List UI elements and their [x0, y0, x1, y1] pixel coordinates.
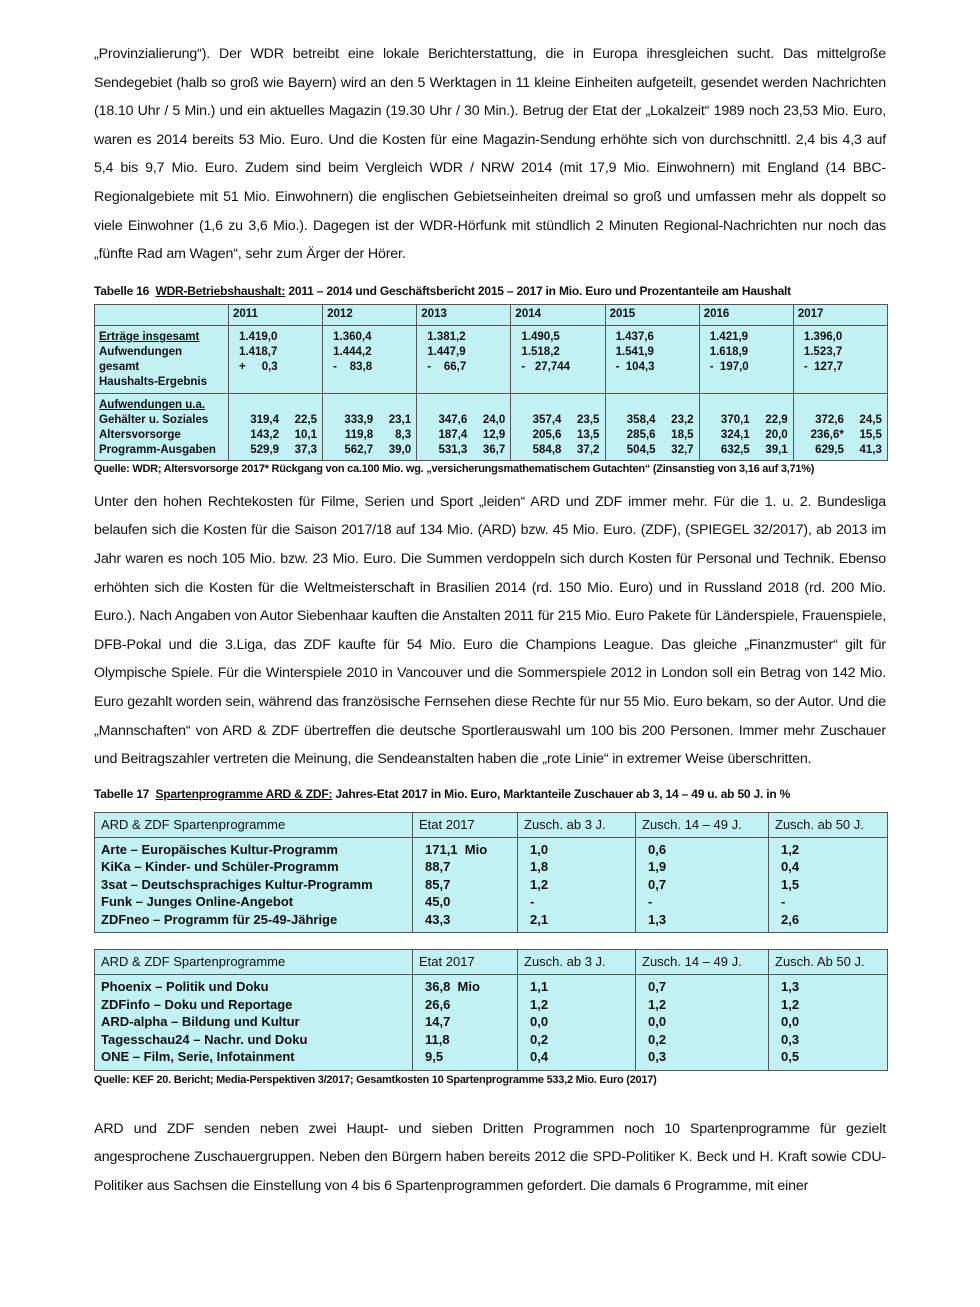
group2-value-row [327, 413, 412, 428]
program-value: 1,5 [781, 876, 800, 892]
amount: 324,1 [720, 428, 750, 441]
column-header: Zusch. ab 3 J. [518, 812, 636, 837]
table-sparten-block1 [94, 812, 888, 934]
amount: 205,6 [532, 428, 562, 441]
program-name: Phoenix – Politik und Doku [101, 979, 269, 995]
program-name: 3sat – Deutschsprachiges Kultur-Programm [101, 876, 373, 892]
amount: 347,6 [438, 413, 468, 426]
percent: 23,1 [388, 413, 412, 426]
label-aufwendungen: Aufwendungen gesamt [99, 345, 183, 373]
group1-cell-2014 [511, 325, 605, 393]
group1-value: 1.360,4 [333, 330, 372, 343]
program-value: 0,6 [648, 841, 667, 857]
paragraph-rechtekosten: Unter den hohen Rechtekosten für Filme, Serien und Sport „leiden“ ARD und ZDF immer mehr. Für die 1. u. 2. Bundesliga belaufen sich die Kosten für die Saison 2017/18 auf 134 Mio. (ARD) bzw. 45 Mio. Euro. (ZDF), (SPIEGEL 32/2017), ab 2013 im Jahr waren es noch 105 Mio. bzw. 23 Mio. Euro. Die Summen verdoppeln sich durch Kosten für Personal und Technik. Ebenso erhöhten sich die Kosten für die Weltmeisterschaft in Brasilien 2014 (rd. 150 Mio. Euro) und in Russland 2018 (rd. 200 Mio. Euro.). Nach Angaben von Autor Siebenhaar kauften die Anstalten 2011 für 215 Mio. Euro Pakete für Länderspiele, Frauenspiele, DFB-Pokal und die 3.Liga, das ZDF kaufte für 54 Mio. Euro die Champions League. Das gleiche „Finanzmuster“ gilt für Olympische Spiele. Für die Winterspiele 2010 in Vancouver und die Sommerspiele 2012 in London soll ein Betrag von 142 Mio. Euro gezahlt worden sein, während das französische Fernsehen diese Rechte für nur 55 Mio. Euro bekam, so der Autor. Und die „Mannschaften“ von ARD & ZDF übertreffen die deutsche Sportlerauswahl um 100 bis 200 Personen. Immer mehr Zuschauer und Beitragszahler vertreten die Meinung, die Sendeanstalten haben die „rote Linie“ in extremer Weise überschritten. [94, 493, 886, 768]
year-header-2015: 2015 [605, 304, 699, 325]
percent: 22,9 [765, 413, 788, 426]
group2-spacer [798, 398, 883, 413]
group2-spacer [421, 398, 506, 413]
table16-caption [94, 283, 886, 299]
program-name: ARD-alpha – Bildung und Kultur [101, 1014, 300, 1030]
percent: 37,3 [294, 443, 317, 456]
label-ertraege: Erträge insgesamt [99, 330, 200, 343]
program-value: 1,3 [648, 911, 667, 927]
amount: 372,6 [815, 413, 844, 426]
table16-header-row [95, 304, 888, 325]
program-value: 0,0 [530, 1014, 549, 1030]
percent: 15,5 [859, 428, 882, 441]
column-header: Zusch. ab 50 J. [769, 812, 888, 837]
column-cells [518, 975, 636, 1071]
group2-cell-2013 [417, 393, 511, 460]
group1-value: - 83,8 [333, 360, 373, 373]
table16-group1-labels [95, 325, 229, 393]
group2-value-row [798, 428, 883, 443]
amount: 629,5 [815, 443, 844, 456]
group1-value: 1.444,2 [333, 345, 372, 358]
program-name: ZDFneo – Programm für 25-49-Jährige [101, 911, 338, 927]
table17-caption-prefix: Tabelle 17 [94, 786, 150, 801]
column-cells [769, 975, 888, 1071]
program-name: Arte – Europäisches Kultur-Programm [101, 841, 338, 857]
group1-value: 1.518,2 [521, 345, 560, 358]
program-value: 43,3 [425, 911, 451, 927]
program-value: 1,9 [648, 859, 667, 875]
group1-cell-2011 [229, 325, 323, 393]
group2-value-row [515, 428, 600, 443]
group2-value-row [233, 443, 318, 458]
group2-cell-2017 [793, 393, 887, 460]
amount: 333,9 [344, 413, 374, 426]
paragraph-lokalzeit: „Provinzialierung“). Der WDR betreibt eine lokale Berichterstattung, die in Europa ihresgleichen sucht. Das mittelgroße Sendegebiet (halb so groß wie Bayern) wird an den 5 Werktagen in 11 kleine Einheiten aufgeteilt, gesendet werden Nachrichten (18.10 Uhr / 5 Min.) und ein aktuelles Magazin (19.30 Uhr / 30 Min.). Betrug der Etat der „Lokalzeit“ 1989 noch 23,53 Mio. Euro, waren es 2014 bereits 53 Mio. Euro. Und die Kosten für eine Magazin-Sendung erhöhte sich von durchschnittl. 2,4 bis 4,3 auf 5,4 bis 9,7 Mio. Euro. Zudem sind beim Vergleich WDR / NRW 2014 (mit 17,9 Mio. Einwohnern) mit England (14 BBC-Regionalgebiete mit 51 Mio. Einwohnern) die englischen Gebietseinheiten dreimal so groß und umfassen mehr als doppelt so viele Einwohner (1,6 zu 3,6 Mio.). Dagegen ist der WDR-Hörfunk mit stündlich 2 Minuten Regional-Nachrichten nur noch das „fünfte Rad am Wagen“, sehr zum Ärger der Hörer. [94, 46, 886, 263]
program-value: 2,6 [781, 911, 800, 927]
column-header: Etat 2017 [413, 812, 518, 837]
program-value: - [530, 894, 535, 910]
column-header: ARD & ZDF Spartenprogramme [95, 812, 413, 837]
table16-source: Quelle: WDR; Altersvorsorge 2017* Rückgang von ca.100 Mio. wg. „versicherungsmathematischem Gutachten“ (Zinsanstieg von 3,16 auf 3,71%) [94, 462, 815, 475]
percent: 41,3 [859, 443, 882, 456]
group1-value: 1.447,9 [427, 345, 466, 358]
column-header: ARD & ZDF Spartenprogramme [95, 950, 413, 975]
amount: 358,4 [626, 413, 656, 426]
group1-cell-2013 [417, 325, 511, 393]
group2-value-row [515, 443, 600, 458]
program-name: KiKa – Kinder- und Schüler-Programm [101, 859, 339, 875]
group2-cell-2011 [229, 393, 323, 460]
amount: 370,1 [720, 413, 750, 426]
table-sparten-block2 [94, 949, 888, 1071]
group2-value-row [704, 428, 789, 443]
table17-body-row [95, 837, 888, 933]
program-value: 2,1 [530, 911, 549, 927]
group2-value-row [704, 413, 789, 428]
percent: 22,5 [294, 413, 317, 426]
column-header: Zusch. Ab 50 J. [769, 950, 888, 975]
year-header-2011: 2011 [229, 304, 323, 325]
program-value: 9,5 [425, 1049, 444, 1065]
percent: 12,9 [482, 428, 506, 441]
group2-value-row [704, 443, 789, 458]
program-value: 0,5 [781, 1049, 800, 1065]
table16-group2-labels [95, 393, 229, 460]
percent: 23,2 [671, 413, 694, 426]
program-name: Tagesschau24 – Nachr. und Doku [101, 1031, 308, 1047]
table17-source: Quelle: KEF 20. Bericht; Media-Perspektiven 3/2017; Gesamtkosten 10 Spartenprogramme 533,2 Mio. Euro (2017) [94, 1073, 657, 1086]
amount: 584,8 [532, 443, 562, 456]
table17-caption-rest: Jahres-Etat 2017 in Mio. Euro, Marktanteile Zuschauer ab 3, 14 – 49 u. ab 50 J. in % [335, 786, 791, 801]
group1-value: 1.490,5 [521, 330, 560, 343]
group1-value: 1.523,7 [803, 345, 843, 358]
program-value: 0,0 [781, 1014, 800, 1030]
program-name: Funk – Junges Online-Angebot [101, 894, 294, 910]
table16-caption-prefix: Tabelle 16 [94, 283, 150, 298]
group2-value-row [610, 428, 695, 443]
program-value: 85,7 [425, 876, 451, 892]
program-value: 1,8 [530, 859, 549, 875]
group2-cell-2015 [605, 393, 699, 460]
program-value: 45,0 [425, 894, 451, 910]
amount: 529,9 [250, 443, 279, 456]
table17-header-row [95, 812, 888, 837]
column-cells [769, 837, 888, 933]
column-cells [413, 837, 518, 933]
group1-value: - 197,0 [709, 360, 749, 373]
program-value: 1,2 [781, 996, 800, 1012]
group2-spacer [515, 398, 600, 413]
program-name: ONE – Film, Serie, Infotainment [101, 1049, 295, 1065]
group1-value: 1.437,6 [615, 330, 654, 343]
program-value: - [648, 894, 653, 910]
group1-value: 1.618,9 [709, 345, 749, 358]
column-cells [413, 975, 518, 1071]
percent: 32,7 [671, 443, 694, 456]
table16-corner [95, 304, 229, 325]
group2-cell-2016 [699, 393, 793, 460]
year-header-2014: 2014 [511, 304, 605, 325]
amount: 187,4 [438, 428, 468, 441]
group2-value-row [610, 413, 695, 428]
group2-value-row [610, 443, 695, 458]
group1-value: 1.418,7 [239, 345, 278, 358]
group2-value-row [327, 428, 412, 443]
label-programm-ausgaben: Programm-Ausgaben [99, 443, 216, 456]
group2-spacer [610, 398, 695, 413]
group1-value: - 104,3 [615, 360, 655, 373]
group1-value: 1.419,0 [239, 330, 278, 343]
label-altersvorsorge: Altersvorsorge [99, 428, 181, 441]
program-value: 1,3 [781, 979, 800, 995]
column-header: Zusch. 14 – 49 J. [636, 950, 769, 975]
program-value: 0,7 [648, 876, 667, 892]
table16-group1-row [95, 325, 888, 393]
program-value: 0,4 [530, 1049, 549, 1065]
group2-value-row [798, 443, 883, 458]
year-header-2013: 2013 [417, 304, 511, 325]
group2-spacer [704, 398, 789, 413]
program-value: 0,4 [781, 859, 800, 875]
group1-value: - 66,7 [427, 360, 467, 373]
amount: 562,7 [344, 443, 374, 456]
table17-header-row [95, 950, 888, 975]
amount: 531,3 [438, 443, 468, 456]
group2-value-row [421, 443, 506, 458]
group1-value: 1.541,9 [615, 345, 654, 358]
amount: 143,2 [250, 428, 279, 441]
column-cells [636, 837, 769, 933]
column-cells [95, 837, 413, 933]
group2-spacer [327, 398, 412, 413]
group2-value-row [233, 428, 318, 443]
group1-value: 1.396,0 [803, 330, 843, 343]
table17-caption [94, 786, 886, 802]
column-header: Zusch. 14 – 49 J. [636, 812, 769, 837]
label-aufwendungen-ua: Aufwendungen u.a. [99, 398, 206, 411]
program-value: 1,2 [648, 996, 667, 1012]
program-value: 1,2 [530, 876, 549, 892]
program-value: - [781, 894, 786, 910]
program-value: 14,7 [425, 1014, 451, 1030]
amount: 236,6* [810, 428, 844, 441]
program-value: 0,3 [781, 1031, 800, 1047]
label-ergebnis: Haushalts-Ergebnis [99, 375, 207, 388]
table16-caption-title: WDR-Betriebshaushalt: [155, 283, 286, 298]
percent: 39,0 [388, 443, 412, 456]
program-value: 36,8 Mio [425, 979, 480, 995]
column-cells [636, 975, 769, 1071]
percent: 39,1 [765, 443, 788, 456]
group1-cell-2016 [699, 325, 793, 393]
table16-caption-rest: 2011 – 2014 und Geschäftsbericht 2015 – 2017 in Mio. Euro und Prozentanteile am Haushalt [288, 283, 791, 298]
program-value: 1,0 [530, 841, 549, 857]
amount: 504,5 [626, 443, 656, 456]
group1-cell-2012 [323, 325, 417, 393]
percent: 20,0 [765, 428, 788, 441]
label-gehaelter: Gehälter u. Soziales [99, 413, 209, 426]
group1-value: 1.381,2 [427, 330, 466, 343]
year-header-2012: 2012 [323, 304, 417, 325]
table17-body-row [95, 975, 888, 1071]
program-value: 0,0 [648, 1014, 667, 1030]
group1-value: + 0,3 [239, 360, 278, 373]
group1-cell-2015 [605, 325, 699, 393]
amount: 357,4 [532, 413, 562, 426]
column-header: Etat 2017 [413, 950, 518, 975]
amount: 119,8 [344, 428, 374, 441]
group1-value: - 27,744 [521, 360, 571, 373]
column-cells [518, 837, 636, 933]
percent: 36,7 [482, 443, 506, 456]
program-value: 171,1 Mio [425, 841, 488, 857]
group2-value-row [327, 443, 412, 458]
year-header-2016: 2016 [699, 304, 793, 325]
group1-value: - 127,7 [803, 360, 843, 373]
column-cells [95, 975, 413, 1071]
percent: 13,5 [577, 428, 600, 441]
percent: 24,0 [482, 413, 506, 426]
percent: 37,2 [577, 443, 600, 456]
column-header: Zusch. ab 3 J. [518, 950, 636, 975]
percent: 23,5 [577, 413, 600, 426]
program-value: 0,2 [530, 1031, 549, 1047]
group1-value: 1.421,9 [709, 330, 749, 343]
table16-group2-row [95, 393, 888, 460]
percent: 10,1 [294, 428, 317, 441]
group1-cell-2017 [793, 325, 887, 393]
document-page [94, 40, 886, 1200]
year-header-2017: 2017 [793, 304, 887, 325]
program-value: 0,2 [648, 1031, 667, 1047]
group2-value-row [798, 413, 883, 428]
program-value: 1,1 [530, 979, 549, 995]
group2-value-row [515, 413, 600, 428]
group2-value-row [421, 428, 506, 443]
program-value: 88,7 [425, 859, 451, 875]
percent: 8,3 [395, 428, 412, 441]
program-value: 0,7 [648, 979, 667, 995]
percent: 24,5 [859, 413, 882, 426]
paragraph-spartenprogramme: ARD und ZDF senden neben zwei Haupt- und sieben Dritten Programmen noch 10 Spartenprogramme für gezielt angesprochene Zuschauergruppen. Neben den Bürgern haben bereits 2012 die SPD-Politiker K. Beck und H. Kraft sowie CDU-Politiker aus Sachsen die Einstellung von 4 bis 6 Spartenprogrammen gefordert. Die damals 6 Programme, mit einer [94, 1120, 886, 1194]
program-value: 1,2 [781, 841, 800, 857]
group2-cell-2014 [511, 393, 605, 460]
program-value: 11,8 [425, 1031, 450, 1047]
percent: 18,5 [671, 428, 694, 441]
program-value: 1,2 [530, 996, 549, 1012]
program-name: ZDFinfo – Doku und Reportage [101, 996, 293, 1012]
amount: 632,5 [720, 443, 750, 456]
program-value: 0,3 [648, 1049, 667, 1065]
program-value: 26,6 [425, 996, 451, 1012]
group2-value-row [421, 413, 506, 428]
group2-value-row [233, 413, 318, 428]
group2-spacer [233, 398, 318, 413]
group2-cell-2012 [323, 393, 417, 460]
amount: 285,6 [626, 428, 656, 441]
table-wdr-budget [94, 304, 888, 461]
amount: 319,4 [250, 413, 279, 426]
table17-caption-title: Spartenprogramme ARD & ZDF: [155, 786, 333, 801]
